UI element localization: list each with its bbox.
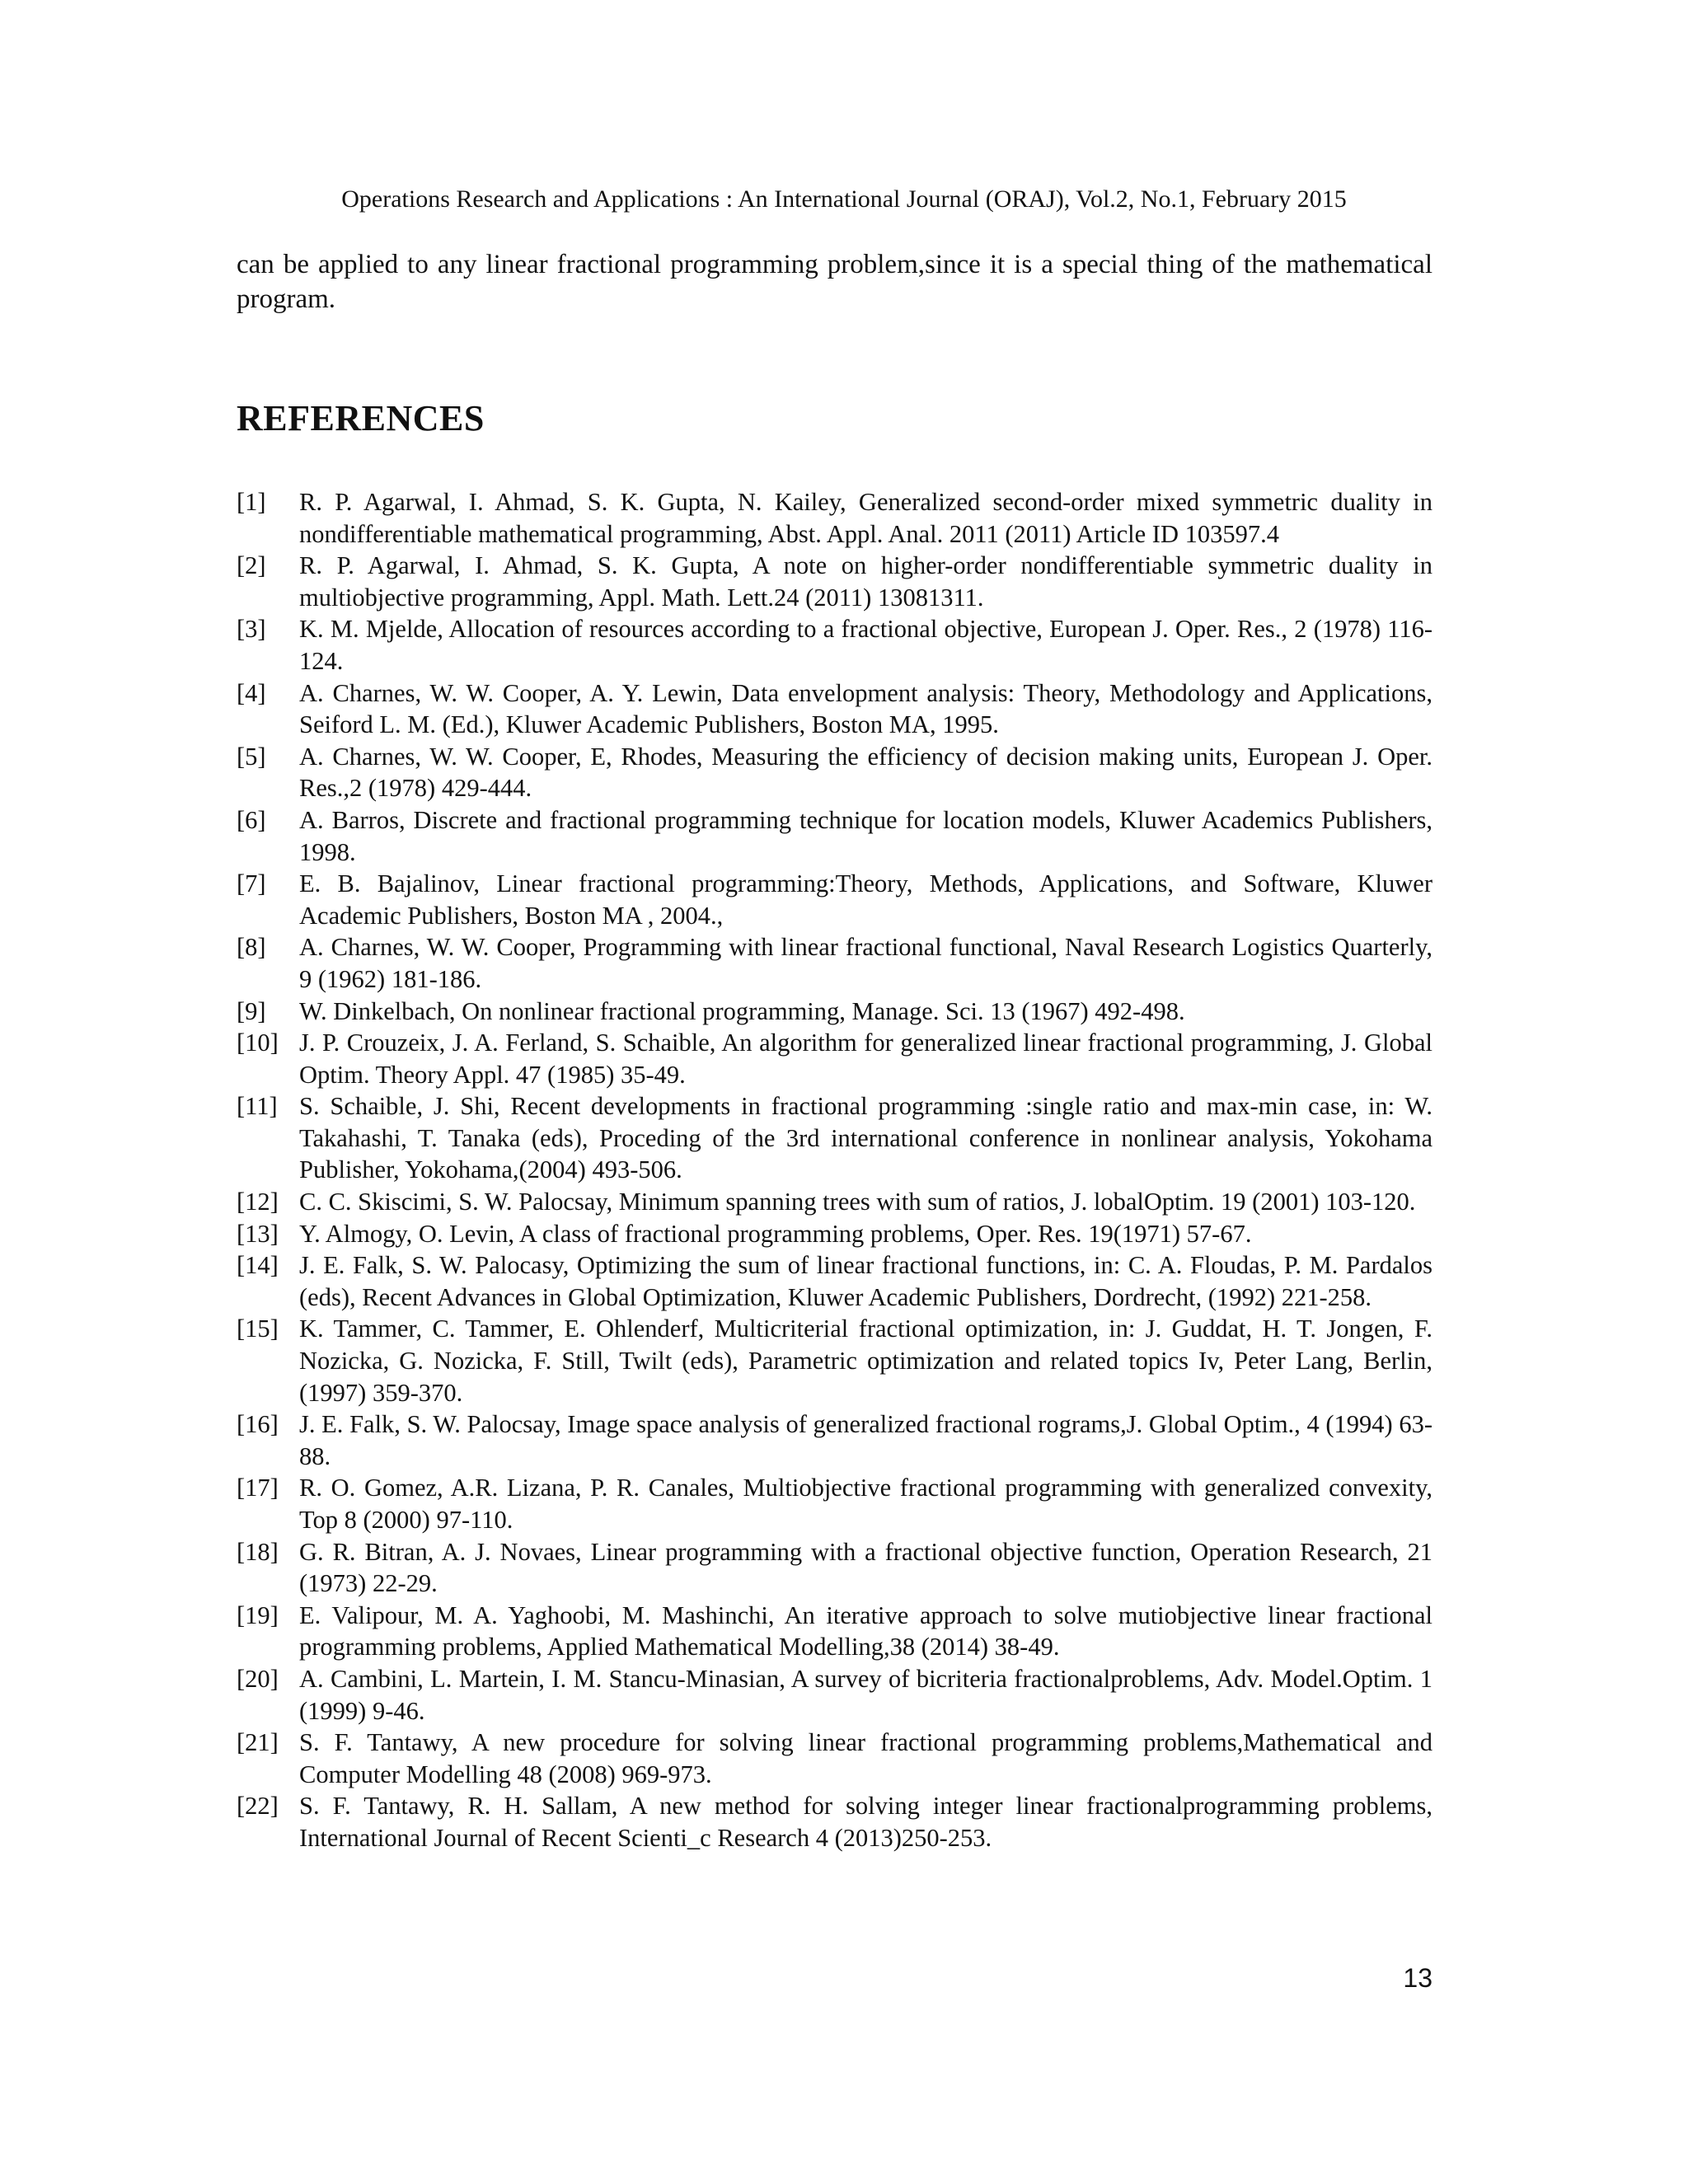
reference-item (237, 741, 1432, 804)
reference-text: J. P. Crouzeix, J. A. Ferland, S. Schaible, An algorithm for generalized linear fractional programming, J. Global Optim. Theory Appl. 47 (1985) 35-49. (299, 1029, 1432, 1089)
reference-number: [22] (237, 1792, 279, 1821)
reference-text: A. Cambini, L. Martein, I. M. Stancu-Minasian, A survey of bicriteria fractionalproblems, Adv. Model.Optim. 1 (1999) 9-46. (299, 1664, 1432, 1725)
reference-text: E. B. Bajalinov, Linear fractional programming:Theory, Methods, Applications, and Software, Kluwer Academic Publishers, Boston MA , 2004., (299, 869, 1432, 930)
reference-text: S. F. Tantawy, R. H. Sallam, A new method for solving integer linear fractionalprogramming problems, International Journal of Recent Scienti_c Research 4 (2013)250-253. (299, 1792, 1432, 1852)
reference-item (237, 486, 1432, 550)
reference-text: G. R. Bitran, A. J. Novaes, Linear programming with a fractional objective function, Operation Research, 21 (1973) 22-29. (299, 1537, 1432, 1598)
running-header: Operations Research and Applications : An International Journal (ORAJ), Vol.2, No.1, February 2015 (341, 185, 1347, 213)
reference-item (237, 1313, 1432, 1408)
reference-text: E. Valipour, M. A. Yaghoobi, M. Mashinchi, An iterative approach to solve mutiobjective linear fractional programming problems, Applied Mathematical Modelling,38 (2014) 38-49. (299, 1601, 1432, 1661)
reference-number: [17] (237, 1474, 279, 1502)
reference-text: A. Barros, Discrete and fractional programming technique for location models, Kluwer Academics Publishers, 1998. (299, 805, 1432, 866)
page-number: 13 (1403, 1963, 1432, 1993)
reference-item (237, 550, 1432, 613)
reference-item (237, 1408, 1432, 1472)
reference-text: J. E. Falk, S. W. Palocasy, Optimizing the sum of linear fractional functions, in: C. A. Floudas, P. M. Pardalos (eds), Recent Advances in Global Optimization, Kluwer Academic Publishers, Dordrecht, (1992) 221-258. (299, 1251, 1432, 1311)
reference-number: [14] (237, 1251, 279, 1280)
reference-text: A. Charnes, W. W. Cooper, A. Y. Lewin, Data envelopment analysis: Theory, Methodology and Applications, Seiford L. M. (Ed.), Kluwer Academic Publishers, Boston MA, 1995. (299, 678, 1432, 739)
references-list (237, 486, 1432, 1854)
reference-item (237, 931, 1432, 995)
reference-item (237, 1472, 1432, 1535)
reference-number: [15] (237, 1315, 279, 1343)
reference-number: [10] (237, 1029, 279, 1057)
reference-item (237, 1536, 1432, 1600)
reference-item (237, 1027, 1432, 1090)
reference-text: J. E. Falk, S. W. Palocsay, Image space analysis of generalized fractional rograms,J. Global Optim., 4 (1994) 63-88. (299, 1410, 1432, 1470)
reference-number: [7] (237, 869, 266, 898)
reference-item (237, 613, 1432, 677)
reference-text: Y. Almogy, O. Levin, A class of fractional programming problems, Oper. Res. 19(1971) 57-67. (299, 1219, 1252, 1248)
reference-number: [21] (237, 1728, 279, 1757)
reference-item (237, 804, 1432, 868)
reference-text: K. Tammer, C. Tammer, E. Ohlenderf, Multicriterial fractional optimization, in: J. Guddat, H. T. Jongen, F. Nozicka, G. Nozicka, F. Still, Twilt (eds), Parametric optimization and related topics Iv, Peter Lang, Berlin, (1997) 359-370. (299, 1315, 1432, 1407)
intro-paragraph: can be applied to any linear fractional programming problem,since it is a special thing of the mathematical program. (237, 250, 1432, 314)
reference-item (237, 677, 1432, 741)
reference-item (237, 868, 1432, 931)
reference-number: [20] (237, 1664, 279, 1693)
reference-number: [19] (237, 1601, 279, 1629)
reference-text: S. F. Tantawy, A new procedure for solving linear fractional programming problems,Mathematical and Computer Modelling 48 (2008) 969-973. (299, 1728, 1432, 1788)
reference-text: W. Dinkelbach, On nonlinear fractional programming, Manage. Sci. 13 (1967) 492-498. (299, 996, 1185, 1025)
reference-number: [3] (237, 615, 266, 644)
reference-number: [8] (237, 933, 266, 962)
reference-number: [1] (237, 488, 266, 516)
reference-text: C. C. Skiscimi, S. W. Palocsay, Minimum spanning trees with sum of ratios, J. lobalOptim. 19 (2001) 103-120. (299, 1188, 1416, 1216)
reference-number: [6] (237, 805, 266, 834)
reference-text: R. O. Gomez, A.R. Lizana, P. R. Canales, Multiobjective fractional programming with generalized convexity, Top 8 (2000) 97-110. (299, 1474, 1432, 1534)
reference-number: [13] (237, 1219, 279, 1248)
references-heading: REFERENCES (237, 398, 485, 438)
reference-item (237, 1249, 1432, 1313)
reference-number: [11] (237, 1092, 278, 1121)
reference-item (237, 1663, 1432, 1727)
reference-number: [18] (237, 1537, 279, 1566)
reference-item (237, 1790, 1432, 1854)
reference-number: [2] (237, 551, 266, 580)
reference-item (237, 1600, 1432, 1663)
reference-item (237, 1218, 1432, 1250)
reference-item (237, 1090, 1432, 1186)
reference-text: K. M. Mjelde, Allocation of resources according to a fractional objective, European J. Oper. Res., 2 (1978) 116-124. (299, 615, 1432, 675)
reference-number: [16] (237, 1410, 279, 1439)
reference-text: A. Charnes, W. W. Cooper, Programming with linear fractional functional, Naval Research Logistics Quarterly, 9 (1962) 181-186. (299, 933, 1432, 993)
reference-item (237, 1186, 1432, 1218)
reference-number: [5] (237, 742, 266, 771)
reference-number: [9] (237, 996, 266, 1025)
reference-text: R. P. Agarwal, I. Ahmad, S. K. Gupta, N. Kailey, Generalized second-order mixed symmetric duality in nondifferentiable mathematical programming, Abst. Appl. Anal. 2011 (2011) Article ID 103597.4 (299, 488, 1432, 548)
reference-text: R. P. Agarwal, I. Ahmad, S. K. Gupta, A note on higher-order nondifferentiable symmetric duality in multiobjective programming, Appl. Math. Lett.24 (2011) 13081311. (299, 551, 1432, 612)
reference-text: A. Charnes, W. W. Cooper, E, Rhodes, Measuring the efficiency of decision making units, European J. Oper. Res.,2 (1978) 429-444. (299, 742, 1432, 803)
reference-item (237, 996, 1432, 1028)
reference-number: [12] (237, 1188, 279, 1216)
reference-number: [4] (237, 678, 266, 707)
reference-text: S. Schaible, J. Shi, Recent developments in fractional programming :single ratio and max-min case, in: W. Takahashi, T. Tanaka (eds), Proceding of the 3rd international conference in nonlinear analysis, Yokohama Publisher, Yokohama,(2004) 493-506. (299, 1092, 1432, 1184)
reference-item (237, 1727, 1432, 1790)
